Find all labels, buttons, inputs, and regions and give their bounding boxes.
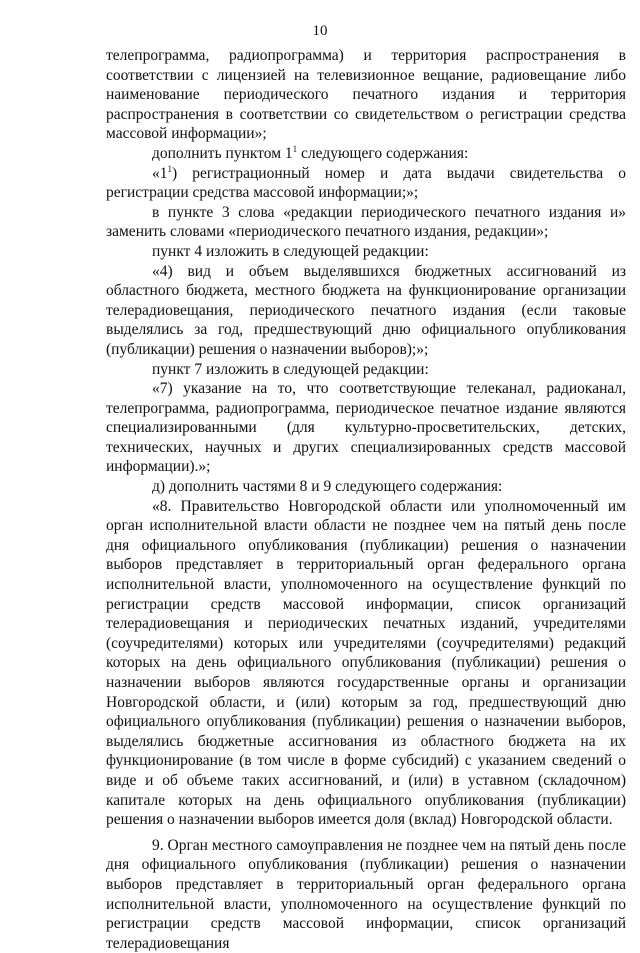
superscript: 1	[292, 143, 298, 154]
paragraph: 9. Орган местного самоуправления не позднее чем на пятый день после дня официального опубликования (публикации) решения о назначении выборов представляет в территориальный орган федерального органа исполнительной власти, уполномоченного на осуществление функций по регистрации средств массовой информации, список организаций телерадиовещания	[106, 836, 627, 952]
paragraph: «8. Правительство Новгородской области или уполномоченный им орган исполнительной власти области не позднее чем на пятый день после дня официального опубликования (публикации) решения о назначении выборов представляет в территориальный орган федерального органа исполнительной власти, уполномоченного на осуществление функций по регистрации средств массовой информации, список организаций телерадиовещания и периодических печатных изданий, учредителями (соучредителями) которых или учредителями (соучредителями) редакций которых на день официального опубликования (публикации) решения о назначении выборов являются государственные органы и организации Новгородской области, и (или) которым за год, предшествующий дню официального опубликования (публикации) решения о назначении выборов, выделялись бюджетные ассигнования из областного бюджета на их функционирование (в том числе в форме субсидий) с указанием сведений о виде и об объеме таких ассигнований, и (или) в уставном (складочном) капитале которых на день официального опубликования (публикации) решения о назначении выборов имеется доля (вклад) Новгородской области.	[106, 497, 626, 829]
paragraph-text: «1	[152, 164, 168, 182]
paragraph: д) дополнить частями 8 и 9 следующего содержания:	[152, 478, 503, 496]
paragraph-text: следующего содержания:	[297, 144, 469, 162]
paragraph: «7) указание на то, что соответствующие телеканал, радиоканал, телепрограмма, радиопрограмма, периодическое печатное издание являются специализированными (для культурно-просветительских, детских, технических, научных и других специализированных средств массовой информации).»;	[106, 380, 626, 476]
paragraph-text: ) регистрационный номер и дата выдачи свидетельства о регистрации средства массовой информации;»;	[106, 164, 626, 202]
paragraph: пункт 4 изложить в следующей редакции:	[152, 242, 429, 260]
paragraph: «4) вид и объем выделявшихся бюджетных ассигнований из областного бюджета, местного бюджета на функционирование организации телерадиовещания, периодического печатного издания (если таковые выделялись за год, предшествующий дню официального опубликования (публикации) решения о назначении выборов);»;	[106, 262, 626, 358]
paragraph-text: дополнить пунктом 1	[152, 144, 293, 162]
paragraph	[106, 144, 626, 164]
paragraph: в пункте 3 слова «редакции периодического печатного издания и» заменить словами «периодического печатного издания, редакции»;	[106, 203, 626, 241]
body-text	[106, 46, 626, 953]
paragraph: телепрограмма, радиопрограмма) и территория распространения в соответствии с лицензией на телевизионное вещание, радиовещание либо наименование периодического печатного издания и территория распространения в соответствии со свидетельством о регистрации средства массовой информации»;	[106, 47, 626, 143]
superscript: 1	[167, 163, 172, 174]
paragraph: пункт 7 изложить в следующей редакции:	[152, 360, 429, 378]
paragraph	[106, 164, 626, 203]
page-number: 10	[312, 23, 328, 39]
